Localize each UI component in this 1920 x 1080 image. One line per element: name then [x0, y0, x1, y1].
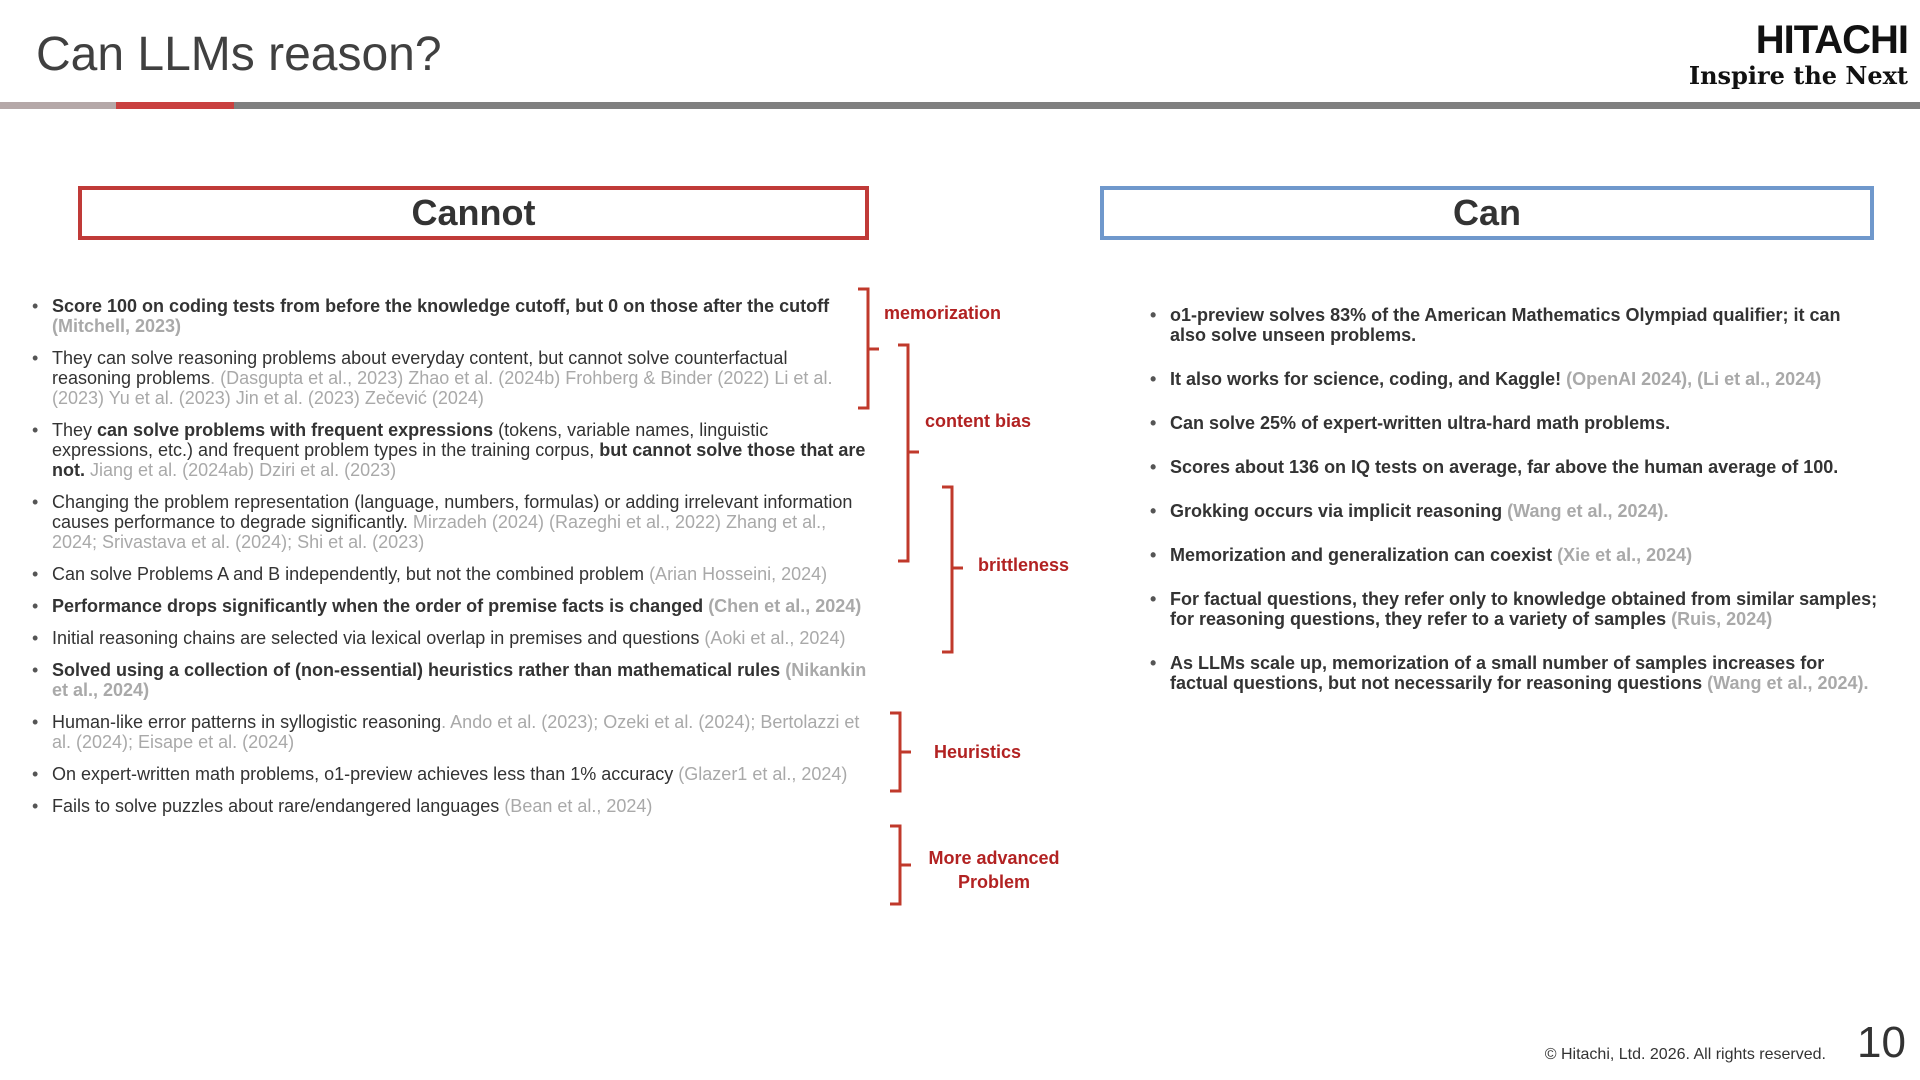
- citation: (Bean et al., 2024): [504, 796, 653, 816]
- item-text: Fails to solve puzzles about rare/endangered languages: [52, 796, 500, 816]
- hitachi-logo: [1689, 20, 1908, 91]
- cannot-list-item: [28, 596, 868, 616]
- item-text: but cannot solve those that are not.: [52, 440, 866, 480]
- cannot-list-item: [28, 348, 868, 408]
- cannot-list-item: [28, 628, 868, 648]
- cannot-list-item: [28, 712, 868, 752]
- citation: . Ando et al. (2023); Ozeki et al. (2024); Bertolazzi et al. (2024); Eisape et al. (2024): [52, 712, 860, 752]
- cannot-list-item: [28, 796, 868, 816]
- can-list-item: [1146, 413, 1880, 433]
- can-list-item: [1146, 545, 1880, 565]
- citation: (Wang et al., 2024).: [1707, 673, 1869, 693]
- label-content-bias: content bias: [925, 411, 1032, 431]
- logo-wordmark: HITACHI: [1755, 18, 1908, 62]
- item-text: It also works for science, coding, and Kaggle!: [1170, 369, 1562, 389]
- label-more-advanced-line2: Problem: [957, 872, 1031, 892]
- citation: . (Dasgupta et al., 2023) Zhao et al. (2024b) Frohberg & Binder (2022) Li et al. (2023) Yu et al. (2023) Jin et al. (2023) Zečević (2024): [52, 368, 833, 408]
- can-list-item: [1146, 653, 1880, 693]
- copyright: © Hitachi, Ltd. 2026. All rights reserved.: [1544, 1046, 1826, 1063]
- citation: (OpenAI 2024), (Li et al., 2024): [1566, 369, 1822, 389]
- label-more-advanced-line1: More advanced: [928, 848, 1060, 868]
- bracket-brittleness: [942, 487, 963, 652]
- cannot-list-item: [28, 296, 868, 336]
- cannot-header-label: Cannot: [411, 192, 536, 233]
- can-list-item: [1146, 369, 1880, 389]
- can-list-item: [1146, 305, 1880, 345]
- citation: (Chen et al., 2024): [708, 596, 862, 616]
- item-text: can solve problems with frequent expressions: [97, 420, 494, 440]
- cannot-list-item: [28, 492, 868, 552]
- can-header-label: Can: [1452, 192, 1521, 233]
- label-heuristics: Heuristics: [934, 742, 1022, 762]
- item-text: Solved using a collection of (non-essential) heuristics rather than mathematical rules: [52, 660, 781, 680]
- citation: Mirzadeh (2024) (Razeghi et al., 2022) Zhang et al., 2024; Srivastava et al. (2024); Shi et al. (2023): [52, 512, 827, 552]
- item-text: Initial reasoning chains are selected via lexical overlap in premises and questions: [52, 628, 700, 648]
- citation: Jiang et al. (2024ab) Dziri et al. (2023): [90, 460, 397, 480]
- item-text: (tokens, variable names, linguistic expressions, etc.) and frequent problem types in the training corpus,: [52, 420, 769, 460]
- citation: (Xie et al., 2024): [1557, 545, 1693, 565]
- citation: (Wang et al., 2024).: [1507, 501, 1669, 521]
- item-text: Human-like error patterns in syllogistic reasoning: [52, 712, 442, 732]
- item-text: Score 100 on coding tests from before the knowledge cutoff, but 0 on those after the cutoff: [52, 296, 830, 316]
- citation: (Nikankin et al., 2024): [52, 660, 867, 700]
- label-more-advanced-problem: [914, 846, 1074, 894]
- item-text: Scores about 136 on IQ tests on average, far above the human average of 100.: [1170, 457, 1839, 477]
- citation: (Ruis, 2024): [1671, 609, 1773, 629]
- bracket-content-bias: [898, 345, 919, 561]
- title-divider: [0, 102, 1920, 109]
- logo-tagline: Inspire the Next: [1688, 61, 1908, 90]
- slide-title: Can LLMs reason?: [36, 28, 442, 81]
- cannot-list-item: [28, 420, 868, 480]
- cannot-header: [78, 186, 869, 240]
- cannot-list-item: [28, 660, 868, 700]
- item-text: They can solve reasoning problems about everyday content, but cannot solve counterfactual reasoning problems: [52, 348, 788, 388]
- cannot-list-item: [28, 564, 868, 584]
- can-list-item: [1146, 501, 1880, 521]
- item-text: Can solve Problems A and B independently, but not the combined problem: [52, 564, 645, 584]
- item-text: Memorization and generalization can coexist: [1170, 545, 1553, 565]
- item-text: o1-preview solves 83% of the American Mathematics Olympiad qualifier; it can also solve unseen problems.: [1170, 305, 1841, 345]
- cannot-list: [28, 296, 868, 828]
- bracket-heuristics: [890, 713, 911, 791]
- can-list-item: [1146, 457, 1880, 477]
- can-header: [1100, 186, 1874, 240]
- title-divider-accent-gray: [0, 102, 116, 109]
- item-text: On expert-written math problems, o1-preview achieves less than 1% accuracy: [52, 764, 674, 784]
- item-text: As LLMs scale up, memorization of a small number of samples increases for factual questions, but not necessarily for reasoning questions: [1170, 653, 1825, 693]
- page-number: 10: [1857, 1018, 1906, 1067]
- can-list-item: [1146, 589, 1880, 629]
- title-divider-accent-red: [116, 102, 234, 109]
- label-memorization: memorization: [884, 303, 1002, 323]
- item-text: For factual questions, they refer only to knowledge obtained from similar samples; for reasoning questions, they refer to a variety of samples: [1170, 589, 1878, 629]
- item-text: Grokking occurs via implicit reasoning: [1170, 501, 1503, 521]
- citation: (Arian Hosseini, 2024): [649, 564, 828, 584]
- citation: (Glazer1 et al., 2024): [678, 764, 848, 784]
- item-text: They: [52, 420, 98, 440]
- item-text: Performance drops significantly when the order of premise facts is changed: [52, 596, 704, 616]
- item-text: Changing the problem representation (language, numbers, formulas) or adding irrelevant information causes performance to degrade significantly.: [52, 492, 853, 532]
- item-text: Can solve 25% of expert-written ultra-hard math problems.: [1170, 413, 1671, 433]
- citation: (Aoki et al., 2024): [704, 628, 846, 648]
- label-brittleness: brittleness: [978, 555, 1070, 575]
- cannot-list-item: [28, 764, 868, 784]
- bracket-more-advanced: [890, 826, 911, 904]
- citation: (Mitchell, 2023): [52, 316, 182, 336]
- can-list: [1146, 305, 1880, 717]
